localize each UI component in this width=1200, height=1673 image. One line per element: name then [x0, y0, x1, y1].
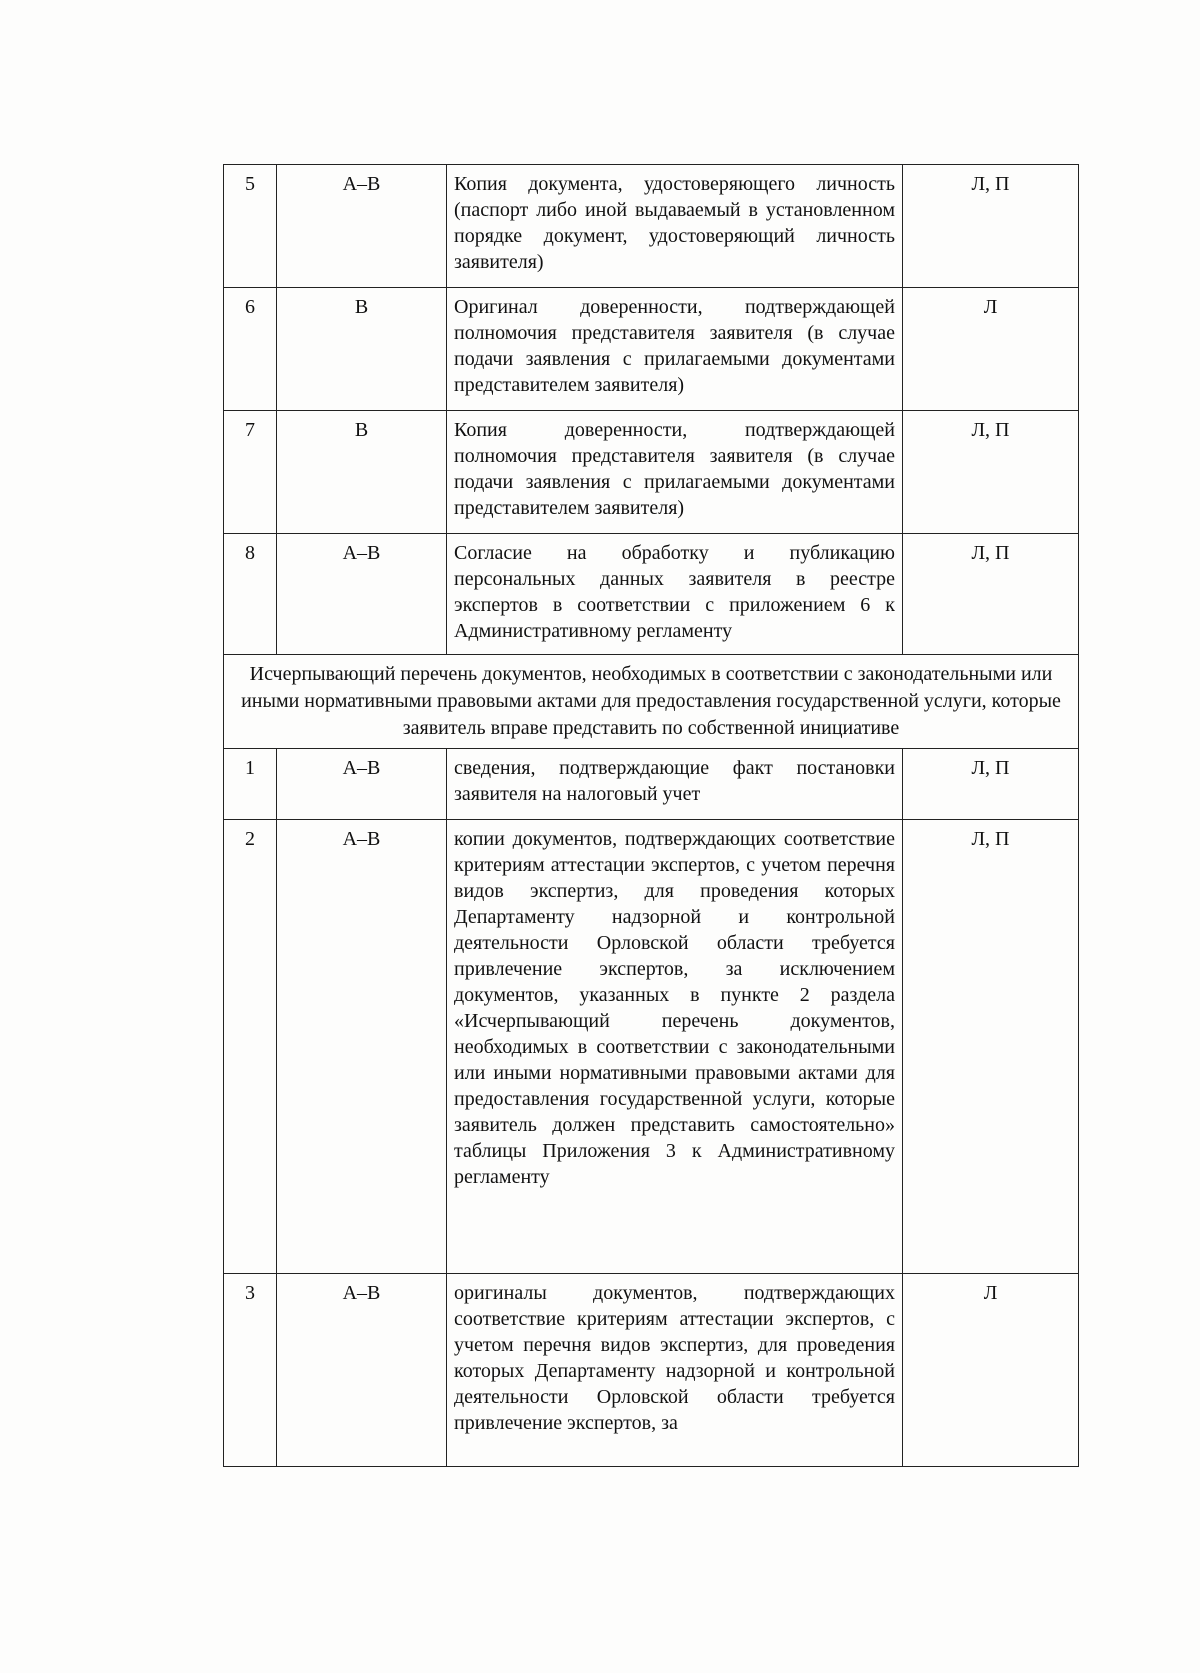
- section-heading: Исчерпывающий перечень документов, необходимых в соответствии с законодательными или иными нормативными правовыми актами для предоставления государственной услуги, которые заявитель вправе представить по собственной инициативе: [224, 655, 1079, 749]
- document-description: Согласие на обработку и публикацию персональных данных заявителя в реестре экспертов в соответствии с приложением 6 к Административному регламенту: [447, 534, 903, 655]
- submission-form: Л, П: [903, 820, 1079, 1274]
- submission-form: Л: [903, 288, 1079, 411]
- row-number: 8: [224, 534, 277, 655]
- applicant-category: А–В: [277, 749, 447, 820]
- document-description: Копия доверенности, подтверждающей полномочия представителя заявителя (в случае подачи заявления с прилагаемыми документами представителем заявителя): [447, 411, 903, 534]
- document-description: оригиналы документов, подтверждающих соответствие критериям аттестации экспертов, с учетом перечня видов экспертиз, для проведения которых Департаменту надзорной и контрольной деятельности Орловской области требуется привлечение экспертов, за: [447, 1274, 903, 1467]
- submission-form: Л, П: [903, 749, 1079, 820]
- applicant-category: А–В: [277, 820, 447, 1274]
- submission-form: Л, П: [903, 165, 1079, 288]
- row-number: 2: [224, 820, 277, 1274]
- applicant-category: А–В: [277, 1274, 447, 1467]
- document-description: сведения, подтверждающие факт постановки заявителя на налоговый учет: [447, 749, 903, 820]
- applicant-category: В: [277, 288, 447, 411]
- submission-form: Л, П: [903, 534, 1079, 655]
- row-number: 5: [224, 165, 277, 288]
- table-row: [224, 534, 1079, 655]
- document-description: Копия документа, удостоверяющего личность (паспорт либо иной выдаваемый в установленном порядке документ, удостоверяющий личность заявителя): [447, 165, 903, 288]
- submission-form: Л: [903, 1274, 1079, 1467]
- documents-table: [223, 164, 1079, 1467]
- row-number: 6: [224, 288, 277, 411]
- table-row: [224, 1274, 1079, 1467]
- applicant-category: А–В: [277, 534, 447, 655]
- document-description: Оригинал доверенности, подтверждающей полномочия представителя заявителя (в случае подачи заявления с прилагаемыми документами представителем заявителя): [447, 288, 903, 411]
- row-number: 7: [224, 411, 277, 534]
- table-row: [224, 288, 1079, 411]
- section-heading-row: [224, 655, 1079, 749]
- table-row: [224, 820, 1079, 1274]
- row-number: 1: [224, 749, 277, 820]
- applicant-category: В: [277, 411, 447, 534]
- submission-form: Л, П: [903, 411, 1079, 534]
- table-row: [224, 165, 1079, 288]
- table-row: [224, 411, 1079, 534]
- table-row: [224, 749, 1079, 820]
- row-number: 3: [224, 1274, 277, 1467]
- applicant-category: А–В: [277, 165, 447, 288]
- document-description: копии документов, подтверждающих соответствие критериям аттестации экспертов, с учетом перечня видов экспертиз, для проведения которых Департаменту надзорной и контрольной деятельности Орловской области требуется привлечение экспертов, за исключением документов, указанных в пункте 2 раздела «Исчерпывающий перечень документов, необходимых в соответствии с законодательными или иными нормативными правовыми актами для предоставления государственной услуги, которые заявитель должен представить самостоятельно» таблицы Приложения 3 к Административному регламенту: [447, 820, 903, 1274]
